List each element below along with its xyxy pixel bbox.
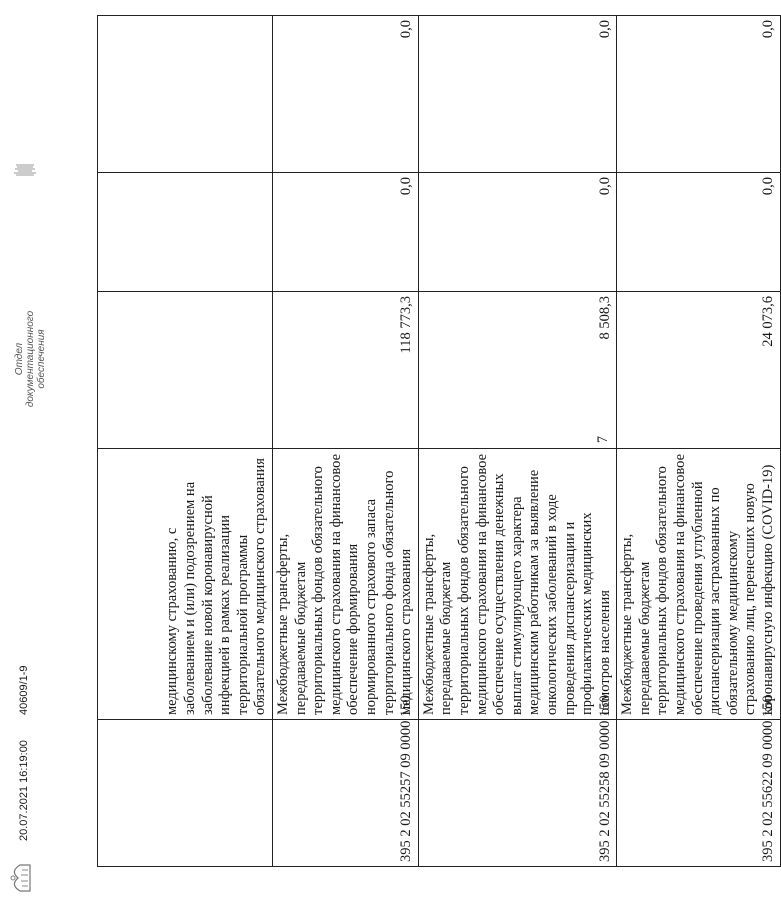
scan-artifact-icon xyxy=(6,125,40,205)
budget-description: Межбюджетные трансферты, передаваемые бюджетам территориальных фондов обязательного медицинского страхования на финансовое обеспечение формирования нормированного страхового запаса территориального фонда обязательного медицинского страхования xyxy=(273,449,419,720)
budget-code xyxy=(98,720,273,867)
value-cell: 0,0 xyxy=(418,173,617,292)
value-cell: 24 073,6 xyxy=(617,292,780,449)
table-row xyxy=(98,16,273,867)
seal-logo-icon xyxy=(6,861,34,895)
footer-timestamp: 20.07.2021 16:19:00 xyxy=(18,740,30,841)
value-cell: 0,0 xyxy=(617,173,780,292)
footer-doc-id: 40609/1-9 xyxy=(18,665,30,715)
budget-description: медицинскому страхованию, с заболеванием и (или) подозрением на заболевание новой коронавирусной инфекцией в рамках реализации территориальной программы обязательного медицинского страхования xyxy=(98,449,273,720)
table-row xyxy=(418,16,617,867)
page-number: 7 xyxy=(595,436,612,443)
footer-department: Отдел документационного обеспечения xyxy=(14,310,47,408)
table-row xyxy=(617,16,780,867)
budget-code: 395 2 02 55258 09 0000 150 xyxy=(418,720,617,867)
value-cell: 118 773,3 xyxy=(273,292,419,449)
value-cell xyxy=(98,16,273,173)
value-cell: 8 508,3 xyxy=(418,292,617,449)
table-row xyxy=(273,16,419,867)
value-cell xyxy=(98,292,273,449)
value-cell: 0,0 xyxy=(418,16,617,173)
budget-code: 395 2 02 55622 09 0000 150 xyxy=(617,720,780,867)
budget-table xyxy=(97,15,781,867)
budget-description: Межбюджетные трансферты, передаваемые бюджетам территориальных фондов обязательного медицинского страхования на финансовое обеспечение проведения углубленной диспансеризации застрахованных по обязательному медицинскому страхованию лиц, перенесших новую коронавирусную инфекцию (COVID-19) xyxy=(617,449,780,720)
value-cell: 0,0 xyxy=(273,16,419,173)
budget-code: 395 2 02 55257 09 0000 150 xyxy=(273,720,419,867)
value-cell xyxy=(98,173,273,292)
value-cell: 0,0 xyxy=(617,16,780,173)
value-cell: 0,0 xyxy=(273,173,419,292)
budget-description: Межбюджетные трансферты, передаваемые бюджетам территориальных фондов обязательного медицинского страхования на финансовое обеспечение осуществления денежных выплат стимулирующего характера медицинским работникам за выявление онкологических заболеваний в ходе проведения диспансеризации и профилактических медицинских осмотров населения xyxy=(418,449,617,720)
